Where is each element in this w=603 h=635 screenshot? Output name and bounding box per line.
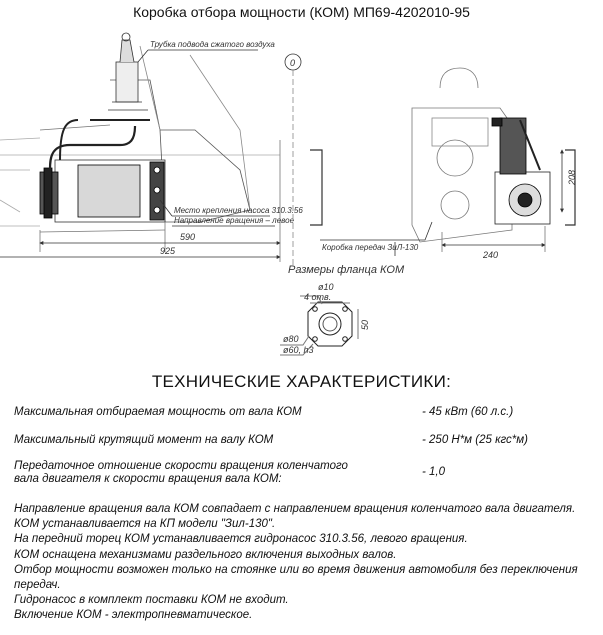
dim-590: 590 [180,232,196,242]
spec-value: - 1,0 [422,466,446,478]
note-line: КОМ устанавливается на КП модели "Зил-130". [14,518,276,531]
note-line: КОМ оснащена механизмами раздельного включения выходных валов. [14,548,397,561]
dim-d60: ø60, h3 [283,345,314,355]
view-marker [285,54,301,265]
flange-title: Размеры фланца КОМ [288,264,405,276]
air-tube-callout: Трубка подвода сжатого воздуха [150,40,275,49]
dim-holes: 4 отв. [304,292,332,302]
notes-block [14,502,594,624]
gearbox-callout: Коробка передач ЗиЛ-130 [322,243,419,252]
dim-50: 50 [360,319,370,330]
dim-208: 208 [567,169,577,185]
dim-d10: ø10 [318,282,334,292]
spec-value: - 250 Н*м (25 кгс*м) [422,434,528,446]
dim-d80: ø80 [283,334,299,344]
spec-label: Передаточное отношение скорости вращения коленчатого вала двигателя к скорости вращения вала КОМ: [14,460,348,485]
technical-drawing [0,22,603,367]
note-line: Отбор мощности возможен только на стоянке или во время движения автомобиля без переключения передач. [14,563,578,592]
specs-heading: ТЕХНИЧЕСКИЕ ХАРАКТЕРИСТИКИ: [151,372,452,391]
note-line: Включение КОМ - электропневматическое. [14,609,253,622]
note-line: На передний торец КОМ устанавливается гидронасос 310.3.56, левого вращения. [14,533,468,546]
rotation-callout: Направление вращения – левое [174,216,295,225]
drawing-title: Коробка отбора мощности (КОМ) МП69-4202010-95 [133,4,470,20]
view-marker-label: 0 [290,58,296,68]
dim-240: 240 [483,250,499,260]
note-line: Гидронасос в комплект поставки КОМ не входит. [14,594,289,607]
spec-label: Максимальный крутящий момент на валу КОМ [14,434,274,446]
spec-value: - 45 кВт (60 л.с.) [422,406,514,418]
spec-label: Максимальная отбираемая мощность от вала КОМ [14,406,302,418]
dim-925: 925 [160,246,176,256]
side-view [0,33,280,262]
end-view [310,68,575,256]
note-line: Направление вращения вала КОМ совпадает с направлением вращения коленчатого вала двигателя. [14,503,576,515]
pump-mount-callout: Место крепления насоса 310.3.56 [174,206,303,215]
